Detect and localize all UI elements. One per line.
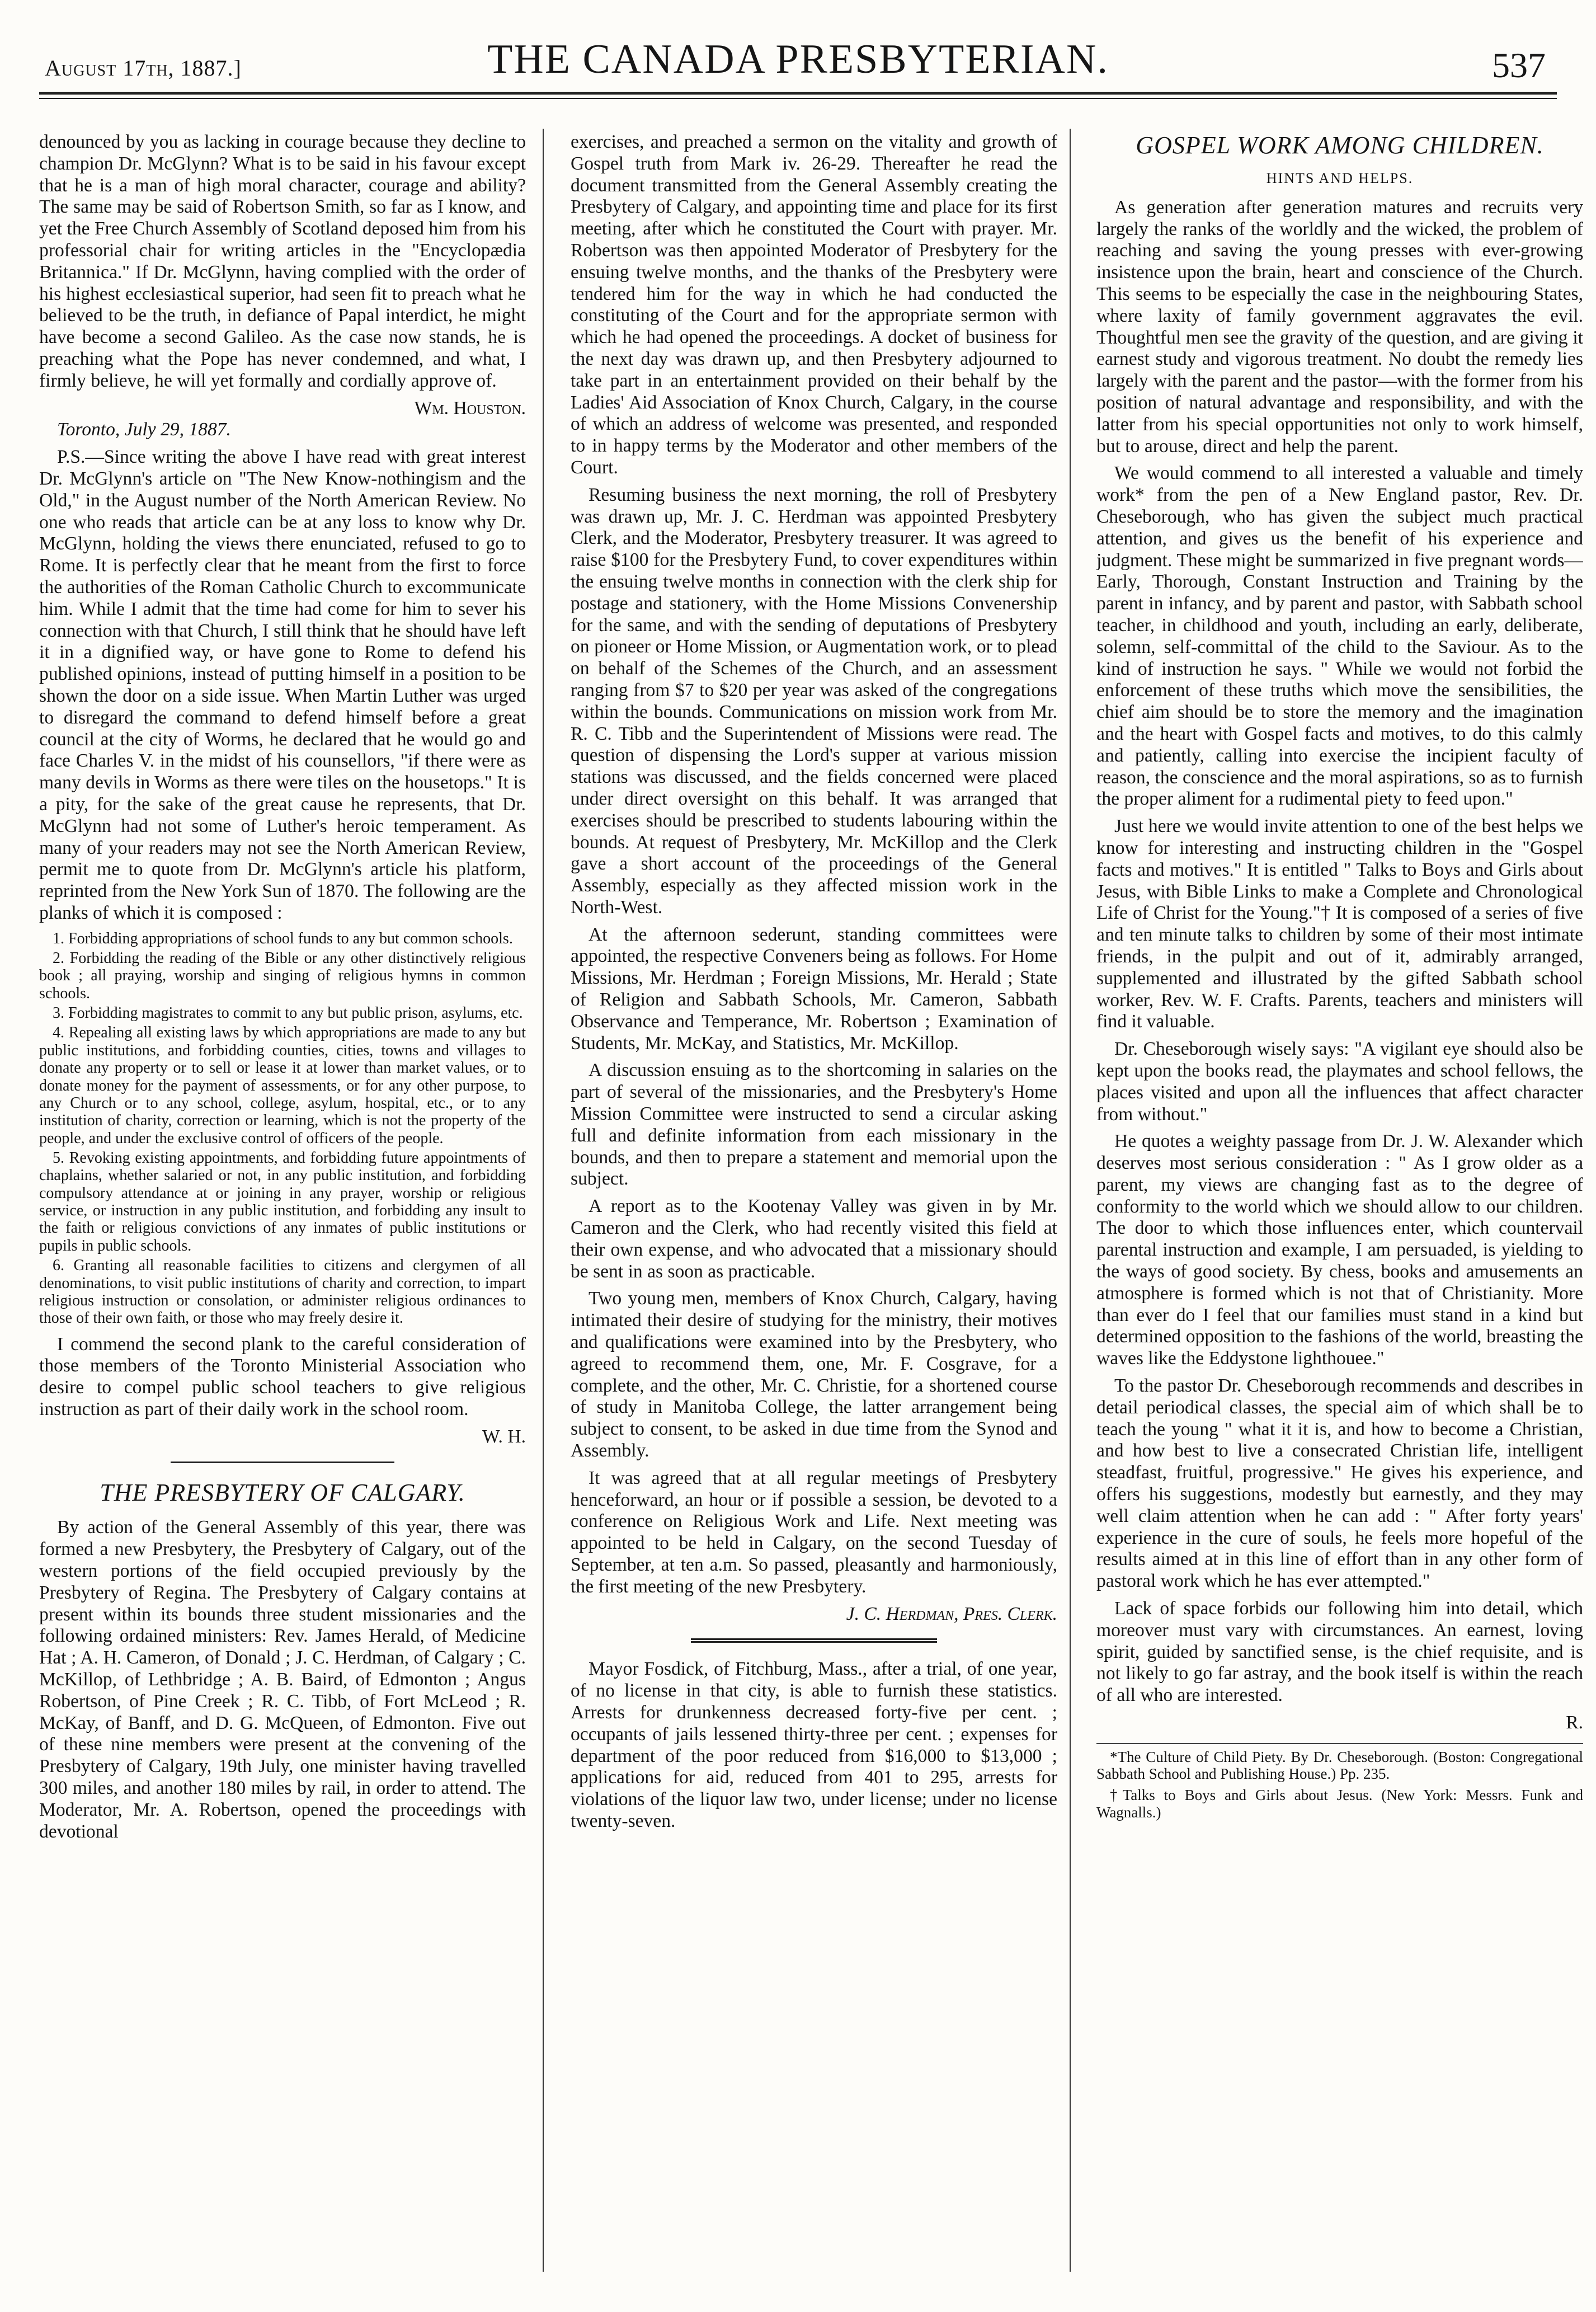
gospel-article-heading: GOSPEL WORK AMONG CHILDREN. [1136,131,1544,159]
fosdick-paragraph: Mayor Fosdick, of Fitchburg, Mass., after a trial, of one year, of no license in that city, is able to furnish these statistics. Arrests for drunkenness decreased forty-five per cent. ; occupants of jails lessened thirty-three per cent. ; expenses for department of the poor reduced from $16,000 to $13,000 ; applications for aid, reduced from 401 to 295, arrests for violations of the liquor law two, under license; under no license twenty-seven. [571,1658,1057,1831]
plank-item: 2. Forbidding the reading of the Bible or any other distinctively religious book ; all praying, worship and singing of religious hymns in common schools. [39,950,526,1002]
column-divider-1 [543,129,544,2272]
commendation-paragraph: I commend the second plank to the careful consideration of those members of the Toronto Ministerial Association who desire to compel public school teachers to give religious instruction as part of their daily work in the school room. [39,1333,526,1420]
column-3 [1096,131,1583,2280]
letter-paragraph: denounced by you as lacking in courage because they decline to champion Dr. McGlynn? What is to be said in his favour except that he is a man of high moral character, courage and ability? The same may be said of Robertson Smith, so far as I know, and yet the Free Church Assembly of Scotland deposed him from his professorial chair for writing articles in the "Encyclopædia Britannica." If Dr. McGlynn, having complied with the order of his highest ecclesiastical superior, had seen fit to preach what he believed to be the truth, in defiance of Papal interdict, he might have become a second Galileo. As the case now stands, he is preaching what the Pope has never condemned, and what, I firmly believe, he will yet formally and cordially approve of. [39,131,526,391]
gospel-article-subheading: HINTS AND HELPS. [1266,170,1414,186]
gospel-article-paragraph: Just here we would invite attention to one of the best helps we know for interesting and instructing children in the "Gospel facts and motives." It is entitled " Talks to Boys and Girls about Jesus, with Bible Links to make a Complete and Chronological Life of Christ for the Young."† It is composed of a series of five and ten minute talks to children by some of their most intimate friends, in the pulpit and out of it, admirably arranged, supplemented and illustrated by the gifted Sabbath school worker, Rev. W. F. Crafts. Parents, teachers and ministers will find it valuable. [1096,816,1583,1032]
gospel-article-paragraph: We would commend to all interested a valuable and timely work* from the pen of a New England pastor, Rev. Dr. Cheseborough, who has given the subject much practical attention, and gives us the benefit of his experience and judgment. These might be summarized in five pregnant words—Early, Thorough, Constant Instruction and Training by the parent in infancy, and by parent and pastor, with Sabbath school teacher, in childhood and youth, including an early, deliberate, solemn, self-committal of the child to the Saviour. As to the kind of instruction he says. " While we would not forbid the enforcement of these truths which move the sensibilities, the chief aim should be to store the memory and the imagination and the heart with Gospel facts and motives, to do this calmly and patiently, calling into exercise the incipient faculty of reason, the conscience and the moral aspirations, so as to furnish the proper aliment for a rudimental piety to feed upon." [1096,463,1583,810]
calgary-article-paragraph: exercises, and preached a sermon on the vitality and growth of Gospel truth from Mark iv. 26-29. Thereafter he read the document transmitted from the General Assembly creating the Presbytery of Calgary, and appointing time and place for its first meeting, after which he constituted the Court with prayer. Mr. Robertson was then appointed Moderator of Presbytery for the ensuing twelve months, and the thanks of the Presbytery were tendered him for the way in which he had conducted the constituting of the Court and for the appropriate sermon with which he had opened the proceedings. A docket of business for the next day was drawn up, and then Presbytery adjourned to take part in an entertainment provided on their behalf by the Ladies' Aid Association of Knox Church, Calgary, in the course of which an address of welcome was presented, and responded to in happy terms by the Moderator and other members of the Court. [571,131,1057,478]
calgary-article-paragraph: Resuming business the next morning, the roll of Presbytery was drawn up, Mr. J. C. Herdman was appointed Presbytery Clerk, and the Moderator, Presbytery treasurer. It was agreed to raise $100 for the Presbytery Fund, to cover expenditures within the ensuing twelve months in connection with the clerk ship for postage and stationery, with the Home Missions Convenership for the same, and with the sending of deputations of Presbytery on pioneer or Home Mission, or Augmentation work, or to plead on behalf of the Schemes of the Church, and an assessment ranging from $7 to $20 per year was asked of the congregations within the bounds. Communications on mission work from Mr. R. C. Tibb and the Superintendent of Missions were read. The question of dispensing the Lord's supper at various mission stations was discussed, and the fields concerned were placed under direct oversight on this behalf. It was arranged that exercises should be prescribed to students labouring within the bounds. At request of Presbytery, Mr. McKillop and the Clerk gave a short account of the proceedings of the General Assembly, especially as they affected mission work in the North-West. [571,484,1057,918]
plank-item: 1. Forbidding appropriations of school funds to any but common schools. [53,929,513,947]
newspaper-title: THE CANADA PRESBYTERIAN. [487,36,1109,82]
plank-item: 6. Granting all reasonable facilities to citizens and clergymen of all denominations, to visit public institutions of charity and correction, to impart religious instruction or consolation, or administer religious ordinances to those of their own faith, or those who may freely desire it. [39,1257,526,1327]
page-number: 537 [1492,45,1546,85]
section-separator [691,1638,937,1643]
platform-planks-list [39,930,526,1327]
calgary-article-paragraph: By action of the General Assembly of this year, there was formed a new Presbytery, the Presbytery of Calgary, out of the western portions of the field occupied previously by the Presbytery of Regina. The Presbytery of Calgary contains at present within its bounds three student missionaries and the following ordained ministers: Rev. James Herald, of Medicine Hat ; A. H. Cameron, of Donald ; J. C. Herdman, of Calgary ; C. McKillop, of Lethbridge ; A. B. Baird, of Edmonton ; Angus Robertson, of Pine Creek ; R. C. Tibb, of Fort McLeod ; R. McKay, of Banff, and D. G. McQueen, of Edmonton. Five out of these nine members were present at the convening of the Presbytery of Calgary, 19th July, one minister having travelled 300 miles, and another 180 miles by rail, in order to attend. The Moderator, Mr. A. Robertson, opened the proceedings with devotional [39,1517,526,1842]
footnote-item: †Talks to Boys and Girls about Jesus. (New York: Messrs. Funk and Wagnalls.) [1096,1787,1583,1821]
plank-item: 4. Repealing all existing laws by which appropriations are made to any but public institutions, and forbidding counties, cities, towns and villages to donate any property or to sell or lease it at lower than market values, or to donate money for the payment of assessments, or for any other purpose, to any Church or to any school, college, asylum, hospital, etc., or to any institution of charity, correction or learning, which is not the property of the people, and under the exclusive control of officers of the people. [39,1024,526,1147]
section-separator [171,1462,394,1463]
calgary-article-paragraph: At the afternoon sederunt, standing committees were appointed, the respective Conveners being as follows. For Home Missions, Mr. Herdman ; Foreign Missions, Mr. Herald ; State of Religion and Sabbath Schools, Mr. Cameron, Sabbath Observance and Temperance, Mr. Robertson ; Examination of Students, Mr. McKay, and Statistics, Mr. McKillop. [571,924,1057,1054]
calgary-article-paragraph: A report as to the Kootenay Valley was given in by Mr. Cameron and the Clerk, who had recently visited this field at their own expense, and who advocated that a missionary should be sent in as soon as practicable. [571,1196,1057,1282]
column-1 [39,131,526,2280]
gospel-article-paragraph: He quotes a weighty passage from Dr. J. W. Alexander which deserves most serious consideration : " As I grow older as a parent, my views are changing fast as to the degree of conformity to the world which we should allow to our children. The door to which those influences enter, which countervail parental instruction and example, I am persuaded, is yielding to the ways of good society. By chess, books and amusements an atmosphere is formed which is not that of Christianity. More than ever do I feel that our families must stand in a kind but determined opposition to the fashions of the world, breasting the waves like the Eddystone lighthouee." [1096,1131,1583,1369]
clerk-signature: J. C. Herdman, Pres. Clerk. [846,1603,1057,1624]
plank-item: 3. Forbidding magistrates to commit to any but public prison, asylums, etc. [53,1004,523,1022]
column-2 [571,131,1057,2280]
issue-date: August 17th, 1887.] [45,55,242,81]
calgary-article-heading: THE PRESBYTERY OF CALGARY. [100,1478,465,1506]
gospel-article-signature: R. [1566,1712,1583,1733]
masthead [39,22,1557,101]
gospel-article-paragraph: To the pastor Dr. Cheseborough recommends and describes in detail periodical classes, the special aim of which shall be to teach the young " what it it is, and how to become a Christian, and how best to live a consecrated Christian life, intelligent steadfast, fruitful, progressive." He gives his experience, and offers his suggestions, modestly but earnestly, and they may well claim attention when he can add : " After forty years' experience in the cure of souls, he feels more hopeful of the results aimed at in this line of effort than in any other form of pastoral work which he has ever attempted." [1096,1375,1583,1592]
letter-dateline: Toronto, July 29, 1887. [57,419,231,440]
masthead-rule [39,92,1557,99]
gospel-article-paragraph: Dr. Cheseborough wisely says: "A vigilant eye should also be kept upon the books read, the playmates and school fellows, the places visited and upon all the influences that affect character from without." [1096,1038,1583,1125]
calgary-article-paragraph: A discussion ensuing as to the shortcoming in salaries on the part of several of the missionaries, and the Presbytery's Home Mission Committee were instructed to send a circular asking full and definite information from each missionary in the bounds, and then to prepare a statement and memorial upon the subject. [571,1060,1057,1190]
letter-signature: Wm. Houston. [414,397,526,419]
gospel-article-paragraph: Lack of space forbids our following him into detail, which moreover must vary with circumstances. An earnest, loving spirit, guided by sanctified sense, is the chief requisite, and is not likely to go far astray, and the book itself is within the reach of all who are interested. [1096,1598,1583,1706]
calgary-article-paragraph: Two young men, members of Knox Church, Calgary, having intimated their desire of studying for the ministry, their motives and qualifications were examined into by the Presbytery, who agreed to recommend them, one, Mr. F. Cosgrave, for a complete, and the other, Mr. C. Christie, for a shortened course of study in Manitoba College, the latter arrangement being subject to consent, to be asked in due time from the Synod and Assembly. [571,1288,1057,1462]
plank-item: 5. Revoking existing appointments, and forbidding future appointments of chaplains, whether salaried or not, in any public institution, and forbidding compulsory attendance at or joining in any prayer, worship or religious service, or instruction in any public institution, and forbidding any insult to the faith or religious convictions of any inmates of public institutions or pupils in public schools. [39,1149,526,1254]
postscript-paragraph: P.S.—Since writing the above I have read with great interest Dr. McGlynn's article on "The New Know-nothingism and the Old," in the August number of the North American Review. No one who reads that article can be at any loss to know why Dr. McGlynn, holding the views there enunciated, refused to go to Rome. It is perfectly clear that he meant from the first to force the authorities of the Roman Catholic Church to excommunicate him. While I admit that the time had come for him to sever his connection with that Church, I still think that he should have left it in a dignified way, or have gone to Rome to defend his published opinions, instead of putting himself in a position to be shown the door on a side issue. When Martin Luther was urged to disregard the command to defend himself before a great council at the city of Worms, he declared that he would go and face Charles V. in the midst of his counsellors, "if there were as many devils in Worms as there were tiles on the housetops." It is a pity, for the sake of the great cause he represents, that Dr. McGlynn had not some of Luther's heroic temperament. As many of your readers may not see the North American Review, permit me to quote from Dr. McGlynn's article his platform, reprinted from the New York Sun of 1870. The following are the planks of which it is composed : [39,447,526,923]
commendation-signature: W. H. [482,1426,526,1447]
calgary-article-paragraph: It was agreed that at all regular meetings of Presbytery henceforward, an hour or if possible a session, be devoted to a conference on Religious Work and Life. Next meeting was appointed to be held in Calgary, on the second Tuesday of September, at ten a.m. So passed, pleasantly and harmoniously, the first meeting of the new Presbytery. [571,1467,1057,1597]
column-divider-2 [1070,129,1071,2272]
footnote-item: *The Culture of Child Piety. By Dr. Cheseborough. (Boston: Congregational Sabbath School and Publishing House.) Pp. 235. [1096,1748,1583,1783]
gospel-article-paragraph: As generation after generation matures and recruits very largely the ranks of the worldly and the wicked, the problem of reaching and saving the young presses with ever-growing insistence upon the brain, heart and conscience of the Church. This seems to be especially the case in the neighbouring States, where laxity of family government aggravates the evil. Thoughtful men see the gravity of the question, and are giving it earnest study and vigorous treatment. No doubt the remedy lies largely with the parent and the pastor—with the former from his position of natural advantage and responsibility, and with the latter from his special opportunities not only to work himself, but to arouse, direct and help the parent. [1096,196,1583,457]
footnotes [1096,1743,1583,1821]
